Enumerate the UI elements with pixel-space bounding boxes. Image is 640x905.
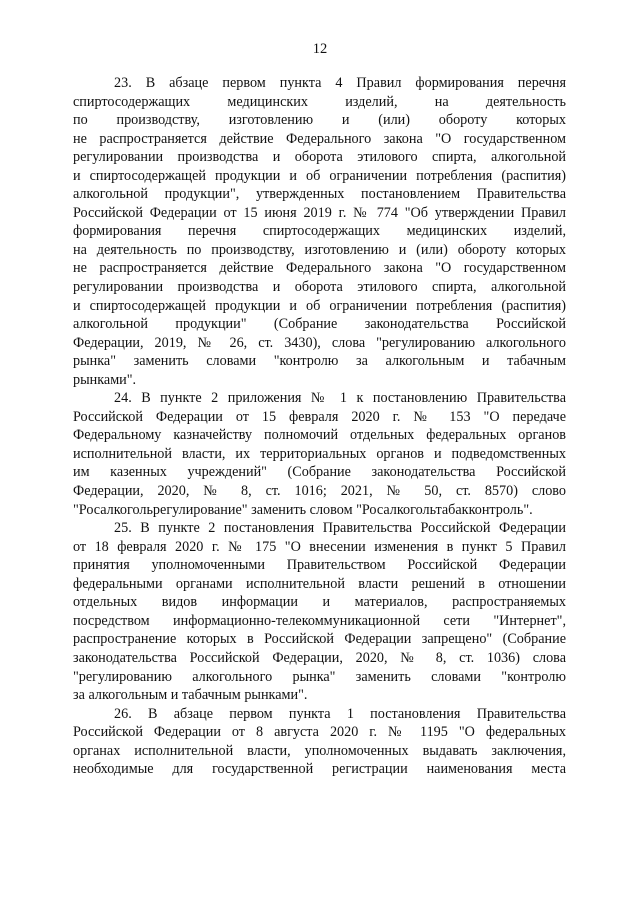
text-line: от 18 февраля 2020 г. № 175 "О внесении изменения в пункт 5 Правил: [73, 538, 566, 555]
text-line: рынка" заменить словами "контролю за алкогольным и табачным: [73, 353, 566, 370]
text-line: посредством информационно-телекоммуникационной сети "Интернет",: [73, 612, 566, 629]
text-line: рынками".: [73, 371, 137, 388]
text-line: спиртосодержащих медицинских изделий, на деятельность: [73, 93, 566, 110]
text-line: регулировании производства и оборота этилового спирта, алкогольной: [73, 279, 566, 296]
text-line: на деятельность по производству, изготовлению и (или) обороту которых: [73, 241, 566, 258]
text-line: отдельных видов информации и материалов, распространяемых: [73, 594, 566, 611]
text-line: и спиртосодержащей продукции и об ограничении потребления (распития): [73, 297, 566, 314]
text-line: алкогольной продукции", утвержденных постановлением Правительства: [73, 186, 566, 203]
text-line: федеральными органами исполнительной власти решений в отношении: [73, 575, 566, 592]
text-line: необходимые для государственной регистрации наименования места: [73, 761, 566, 778]
paragraph-first-line: 25. В пункте 2 постановления Правительства Российской Федерации: [114, 520, 566, 537]
paragraph-first-line: 23. В абзаце первом пункта 4 Правил формирования перечня: [114, 75, 566, 91]
document-body: [73, 74, 566, 779]
text-line: "Росалкогольрегулирование" заменить словом "Росалкогольтабакконтроль".: [73, 501, 533, 518]
paragraph-first-line: 26. В абзаце первом пункта 1 постановления Правительства: [114, 705, 566, 722]
text-line: не распространяется действие Федерального закона "О государственном: [73, 260, 566, 277]
text-line: Федерации, 2019, № 26, ст. 3430), слова "регулированию алкогольного: [73, 334, 566, 351]
text-line: алкогольной продукции" (Собрание законодательства Российской: [73, 316, 566, 333]
text-line: Российской Федерации от 15 июня 2019 г. № 774 "Об утверждении Правил: [73, 204, 566, 221]
text-line: формирования перечня спиртосодержащих медицинских изделий,: [73, 223, 566, 240]
text-line: регулировании производства и оборота этилового спирта, алкогольной: [73, 149, 566, 166]
text-line: принятия уполномоченными Правительством Российской Федерации: [73, 557, 566, 574]
text-line: не распространяется действие Федерального закона "О государственном: [73, 130, 566, 147]
text-line: Российской Федерации от 8 августа 2020 г. № 1195 "О федеральных: [73, 724, 566, 741]
text-line: Федерации, 2020, № 8, ст. 1016; 2021, № 50, ст. 8570) слово: [73, 483, 566, 500]
text-line: и спиртосодержащей продукции и об ограничении потребления (распития): [73, 167, 566, 184]
text-line: "регулированию алкогольного рынка" заменить словами "контролю: [73, 668, 566, 685]
text-line: органах исполнительной власти, уполномоченных выдавать заключения,: [73, 742, 566, 759]
paragraph-first-line: 24. В пункте 2 приложения № 1 к постановлению Правительства: [114, 390, 566, 407]
text-line: законодательства Российской Федерации, 2020, № 8, ст. 1036) слова: [73, 649, 566, 666]
text-line: Федеральному казначейству полномочий отдельных федеральных органов: [73, 427, 566, 444]
text-line: распространение которых в Российской Федерации запрещено" (Собрание: [73, 631, 566, 648]
text-line: Российской Федерации от 15 февраля 2020 г. № 153 "О передаче: [73, 408, 566, 425]
text-line: исполнительной власти, их территориальных органов и подведомственных: [73, 445, 566, 462]
text-line: за алкогольным и табачным рынками".: [73, 687, 308, 704]
text-line: по производству, изготовлению и (или) обороту которых: [73, 112, 566, 129]
text-line: им казенных учреждений" (Собрание законодательства Российской: [73, 464, 566, 481]
page-number: 12: [312, 41, 328, 57]
